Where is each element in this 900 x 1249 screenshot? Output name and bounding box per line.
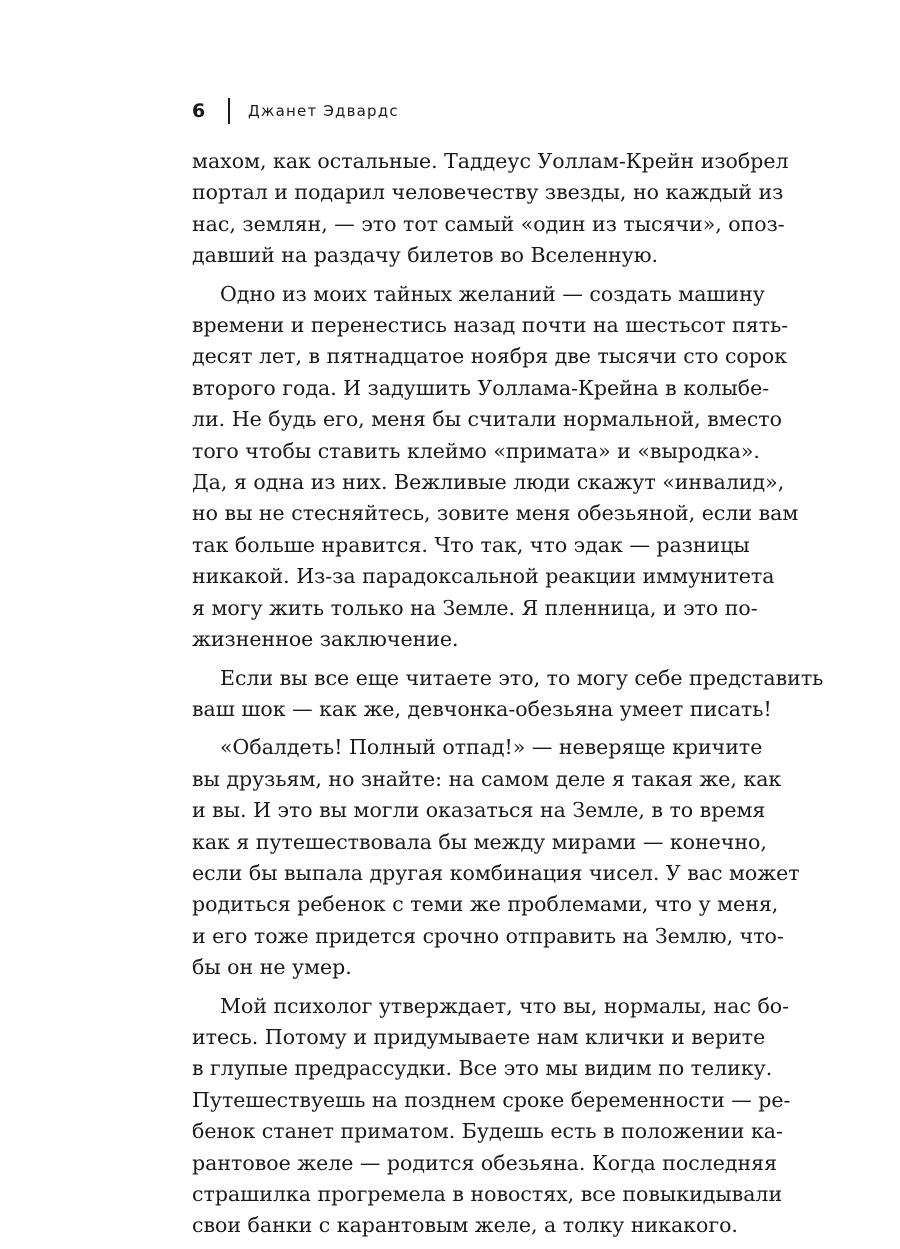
text-line: Если вы все еще читаете это, то могу себе представить [220,665,824,690]
text-line: но вы не стесняйтесь, зовите меня обезьяной, если вам [192,501,799,526]
text-line: нас, землян, — это тот самый «один из тысячи», опоз- [192,211,785,236]
text-line: я могу жить только на Земле. Я пленница, и это по- [192,595,758,620]
text-line: и вы. И это вы могли оказаться на Земле, в то время [192,798,766,823]
text-line: бы он не умер. [192,955,352,980]
text-line: Мой психолог утверждает, что вы, нормалы, нас бо- [220,993,790,1018]
text-line: итесь. Потому и придумываете нам клички и верите [192,1024,766,1049]
text-line: так больше нравится. Что так, что эдак — разницы [192,532,750,557]
text-line: жизненное заключение. [192,627,459,652]
text-line: давший на раздачу билетов во Вселенную. [192,243,659,268]
text-line: если бы выпала другая комбинация чисел. У вас может [192,860,800,885]
header-divider [228,98,230,124]
text-line: «Обалдеть! Полный отпад!» — неверяще кричите [220,735,763,760]
running-head-author: Джанет Эдвардс [248,102,399,120]
text-line: махом, как остальные. Таддеус Уоллам-Крейн изобрел [192,149,789,173]
text-line: рантовое желе — родится обезьяна. Когда последняя [192,1150,778,1175]
paragraph [192,146,789,272]
body-text [192,146,824,1249]
text-line: Одно из моих тайных желаний — создать машину [220,281,765,306]
text-line: времени и перенестись назад почти на шестьсот пять- [192,313,789,338]
text-line: и его тоже придется срочно отправить на Землю, что- [192,923,784,948]
text-line: портал и подарил человечеству звезды, но каждый из [192,180,784,205]
paragraph [192,279,799,656]
running-head [192,98,399,124]
text-line: Да, я одна из них. Вежливые люди скажут «инвалид», [192,470,785,495]
paragraph [192,663,824,726]
text-line: бенок станет приматом. Будешь есть в положении ка- [192,1119,783,1144]
text-line: Путешествуешь на позднем сроке беременности — ре- [192,1087,791,1112]
text-line: ваш шок — как же, девчонка-обезьяна умеет писать! [192,696,772,721]
page-number: 6 [192,100,206,122]
text-line: вы друзьям, но знайте: на самом деле я такая же, как [192,766,782,791]
text-line: второго года. И задушить Уоллама-Крейна в колыбе- [192,375,770,400]
text-line: в глупые предрассудки. Все это мы видим по телику. [192,1056,773,1081]
text-line: свои банки с карантовым желе, а толку никакого. [192,1213,738,1238]
paragraph [192,991,791,1242]
paragraph [192,732,800,983]
text-line: как я путешествовала бы между мирами — конечно, [192,829,767,854]
text-line: страшилка прогремела в новостях, все повыкидывали [192,1182,783,1206]
text-line: ли. Не будь его, меня бы считали нормальной, вместо [192,407,782,432]
text-line: того чтобы ставить клеймо «примата» и «выродка». [192,438,760,463]
text-line: десят лет, в пятнадцатое ноября две тысячи сто сорок [192,344,788,369]
text-line: родиться ребенок с теми же проблемами, что у меня, [192,892,779,917]
text-line: никакой. Из-за парадоксальной реакции иммунитета [192,564,775,589]
